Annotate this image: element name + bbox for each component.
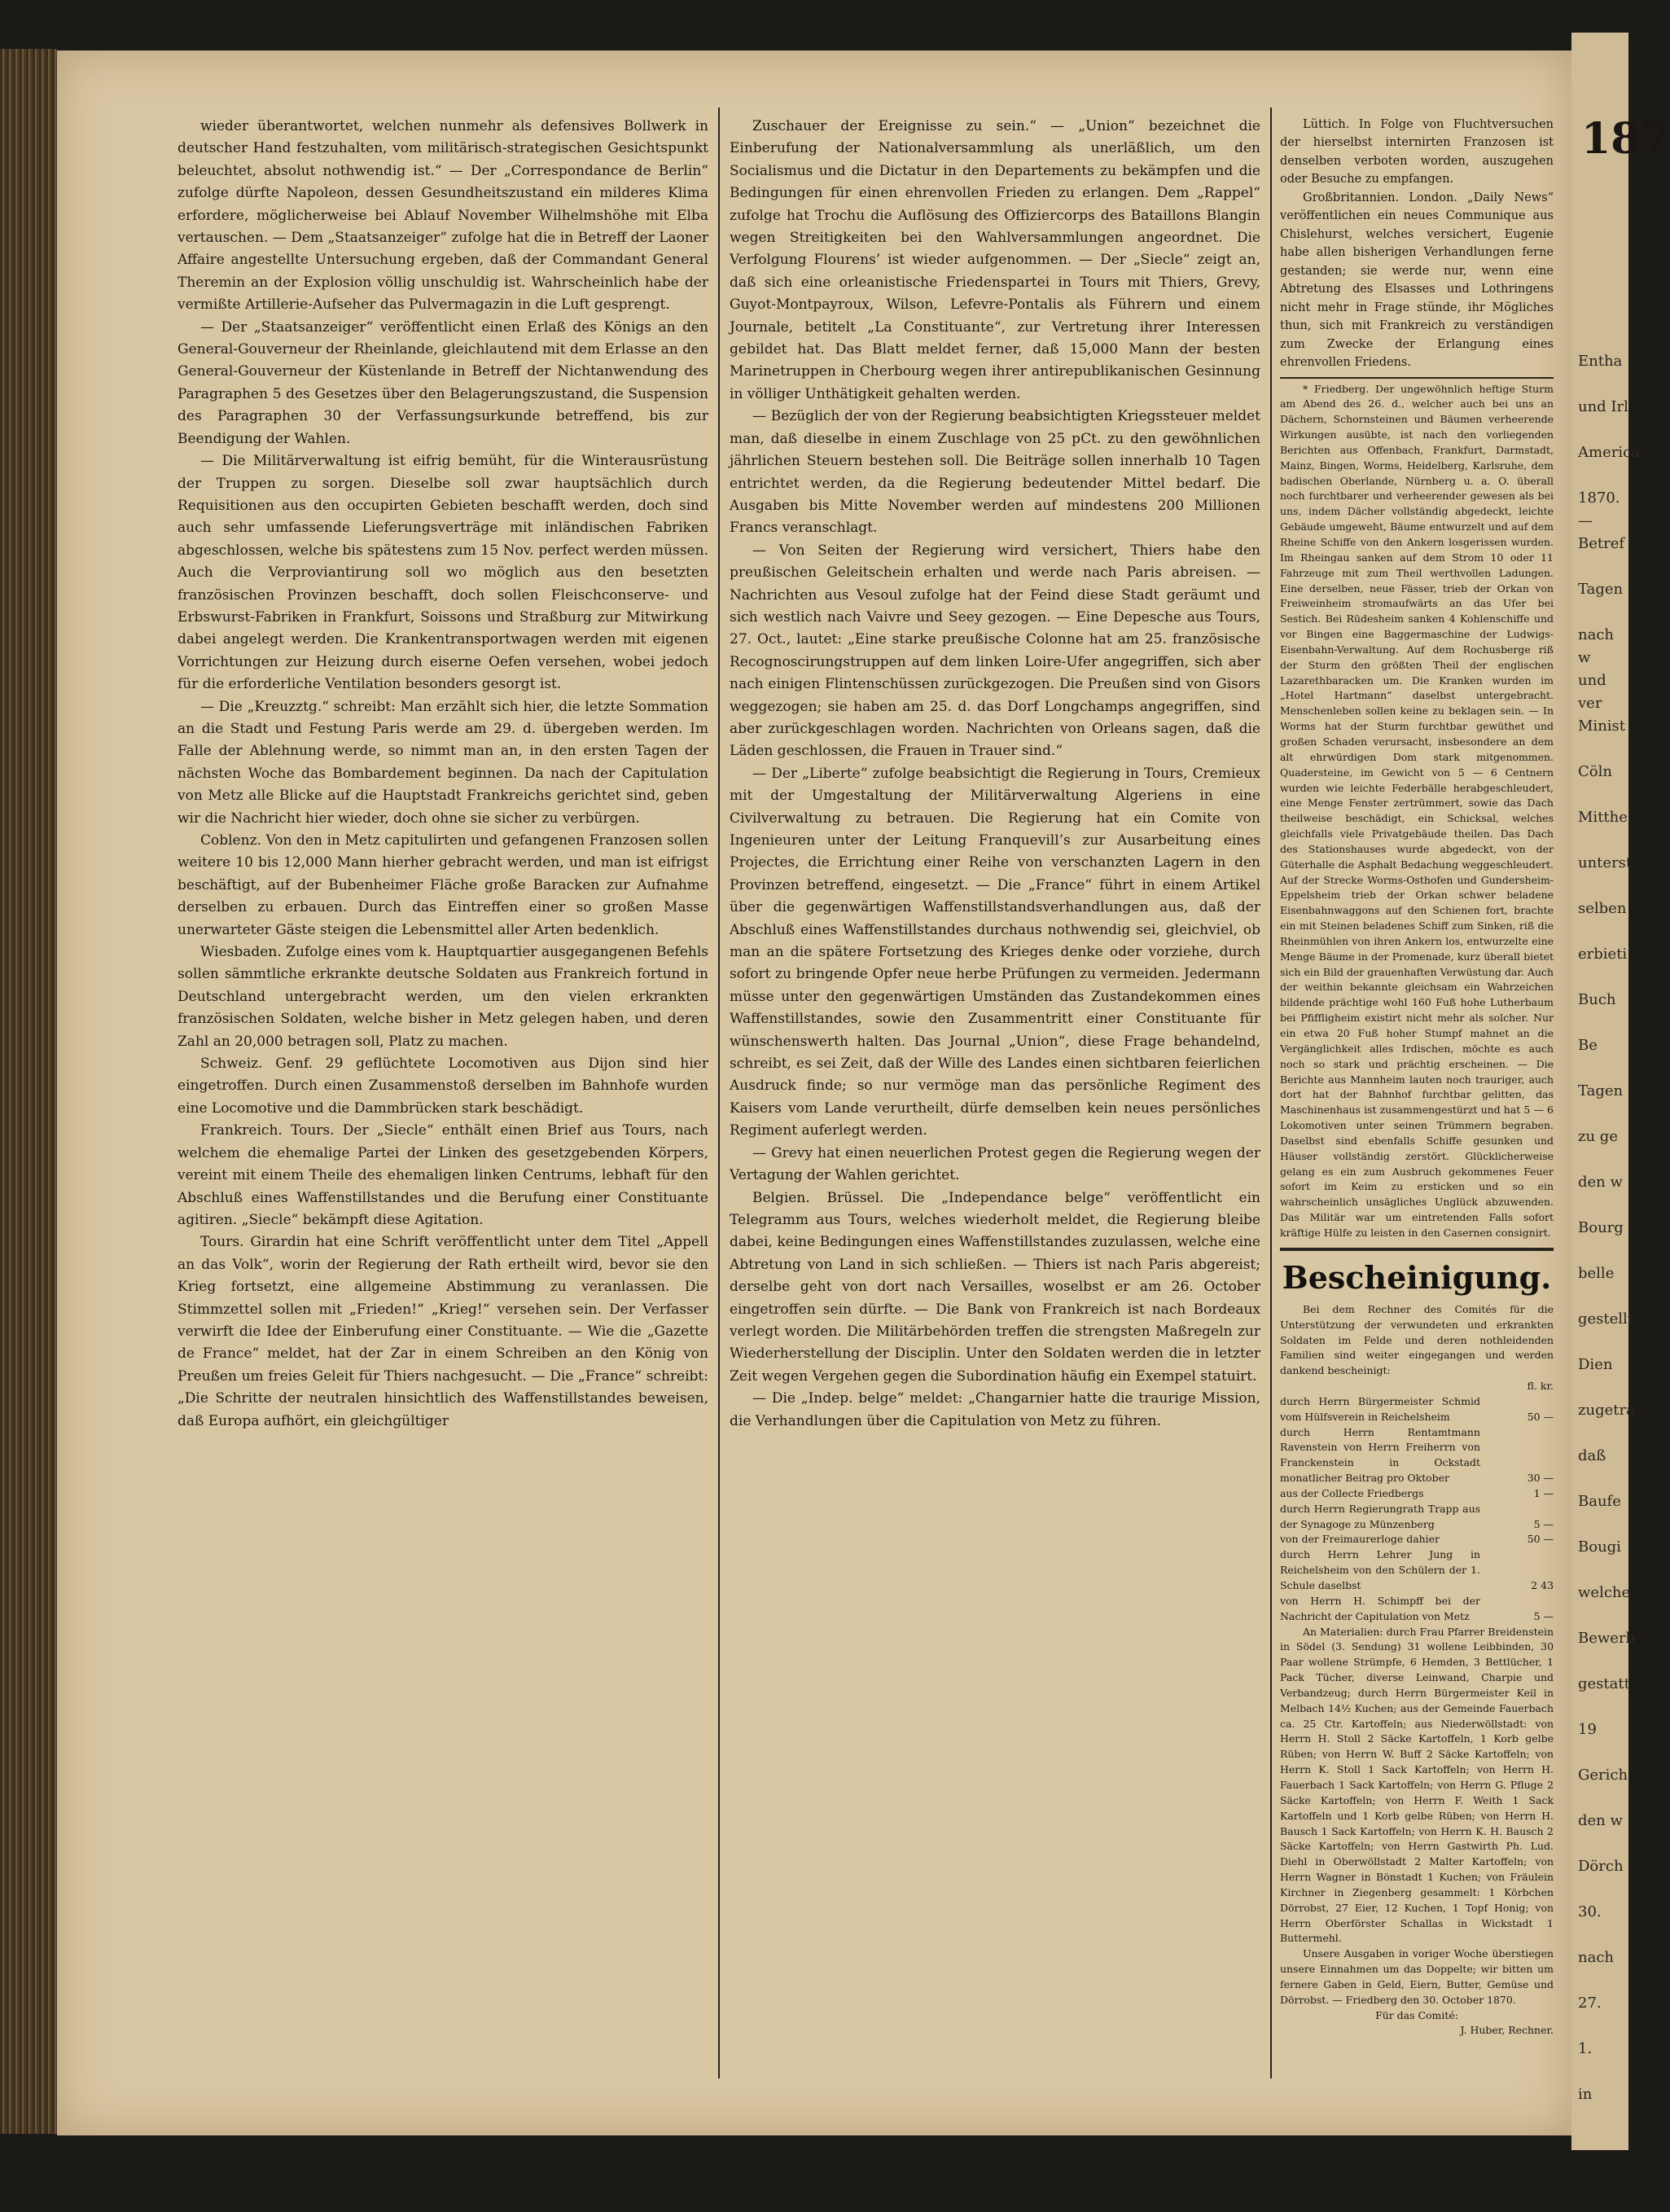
- friedberg-report: * Friedberg. Der ungewöhnlich heftige Sturm am Abend des 26. d., welcher auch bei uns an Dächern, Schornsteinen und Bäumen verheerende Wirkungen ausübte, ist nach den vorliegenden Berichten aus Offenbach, Frankfurt, Darmstadt, Mainz, Bingen, Worms, Heidelberg, Karlsruhe, dem badischen Oberlande, Nürnberg u. a. O. überall noch furchtbarer und verheerender gewesen als bei uns, indem Dächer vollständig abgedeckt, leichte Gebäude umgeweht, Bäume entwurzelt und auf dem Rheine Schiffe von den Ankern losgerissen wurden. Im Rheingau sanken auf dem Strom 10 oder 11 Fahrzeuge mit zum Theil werthvollen Ladungen. Eine derselben, neue Fässer, trieb der Orkan von Freiweinheim stromaufwärts an das Ufer bei Sestich. Bei Rüdesheim sanken 4 Kohlenschiffe und vor Bingen eine Baggermaschine der Ludwigs-Eisenbahn-Verwaltung. Auf dem Rochusberge riß der Sturm den größten Theil der englischen Lazarethbaracken um. Die Kranken wurden im „Hotel Hartmann“ daselbst untergebracht. Menschenleben sollen keine zu beklagen sein. — In Worms hat der Sturm furchtbar gewüthet und großen Schaden verursacht, insbesondere an dem alt ehrwürdigen Dom stark mitgenommen. Quadersteine, im Gewicht von 5 — 6 Centnern wurden wie leichte Federbälle herabgeschleudert, eine Menge Fenster zertrümmert, sowie das Dach theilweise beschädigt, ein Schicksal, welches gleichfalls viele Privatgebäude theilen. Das Dach des Stationshauses wurde abgedeckt, von der Güterhalle die Asphalt Bedachung weggeschleudert. Auf der Strecke Worms-Osthofen und Gundersheim-Eppelsheim trieb der Orkan schwer beladene Eisenbahnwaggons auf den Schienen fort, brachte ein mit Steinen beladenes Schiff zum Sinken, riß die Rheinmühlen von ihren Ankern los, entwurzelte eine Menge Bäume in der Promenade, kurz überall bietet sich ein Bild der grauenhaften Verwüstung dar. Auch der weithin bekannte gleichsam ein Wahrzeichen bildende prächtige wohl 160 Fuß hohe Lutherbaum bei Pfiffligheim existirt nicht mehr als solcher. Nur ein etwa 20 Fuß hoher Stumpf mahnet an die Vergänglichkeit alles Irdischen, möchte es auch noch so stark und prächtig erscheinen. — Die Berichte aus Mannheim lauten noch trauriger, auch dort hat der Bahnhof furchtbar gelitten, das Maschinenhaus ist zusammengestürzt und hat 5 — 6 Lokomotiven unter seinen Trümmern begraben. Daselbst sind ebenfalls Schiffe gesunken und Häuser vollständig zerstört. Glücklicherweise gelang es ein zum Ausbruch gekommenes Feuer sofort im Keim zu ersticken und so ein wahrscheinlich unsägliches Unglück abzuwenden. Das Militär war um eintretenden Falls sofort kräftige Hülfe zu leisten in den Casernen consignirt.: [1280, 382, 1554, 1239]
- donor-row: [1280, 1502, 1554, 1533]
- facing-text-fragment: zu ge: [1578, 1128, 1618, 1145]
- paragraph: — Bezüglich der von der Regierung beabsichtigten Kriegssteuer meldet man, daß dieselbe in einem Zuschlage von 25 pCt. zu den gewöhnlichen jährlichen Steuern bestehen soll. Die Beiträge sollen innerhalb 10 Tagen entrichtet werden, da die Regierung bedeutender Mittel bedarf. Die Ausgaben bis Mitte November werden auf mindestens 200 Millionen Francs veranschlagt.: [730, 408, 1260, 537]
- facing-text-fragment: und ver: [1578, 672, 1606, 712]
- facing-text-fragment: Mitthe: [1578, 809, 1628, 826]
- facing-text-fragment: den w: [1578, 1174, 1623, 1191]
- donor-text: von Herrn H. Schimpff bei der Nachricht der Capitulation von Metz: [1280, 1594, 1480, 1622]
- facing-text-fragment: daß: [1578, 1447, 1606, 1464]
- facing-text-fragment: Bewerb: [1578, 1630, 1636, 1647]
- column-2: [730, 116, 1260, 1433]
- currency-header: fl. kr.: [1527, 1380, 1554, 1393]
- donor-text: durch Herrn Regierungrath Trapp aus der Synagoge zu Münzenberg: [1280, 1502, 1480, 1530]
- paragraph: Coblenz. Von den in Metz capitulirten und gefangenen Franzosen sollen weitere 10 bis 12,000 Mann hierher gebracht werden, und man ist eifrigst beschäftigt, auf der Bubenheimer Fläche große Baracken zur Aufnahme derselben zu erbauen. Durch das Eintreffen einer so großen Masse unerwarteter Gäste steigen die Lebensmittel aller Arten bedenklich.: [178, 832, 708, 938]
- closing-appeal: Unsere Ausgaben in voriger Woche überstiegen unsere Einnahmen um das Doppelte; wir bitten um fernere Gaben in Geld, Eiern, Butter, Gemüse und Dörrobst. — Friedberg den 30. October 1870.: [1280, 1947, 1554, 2006]
- donor-row: [1280, 1425, 1554, 1486]
- donor-text: durch Herrn Lehrer Jung in Reichelsheim von den Schülern der 1. Schule daselbst: [1280, 1548, 1480, 1591]
- paragraph: Lüttich. In Folge von Fluchtversuchen der hierselbst internirten Franzosen ist denselben verboten worden, auszugehen oder Besuche zu empfangen.: [1280, 118, 1554, 187]
- facing-text-fragment: unterst: [1578, 854, 1633, 871]
- newspaper-page: [57, 50, 1571, 2135]
- facing-text-fragment: selben: [1578, 900, 1627, 917]
- facing-text-fragment: Bourg: [1578, 1219, 1624, 1236]
- facing-text-fragment: Bougi: [1578, 1538, 1621, 1556]
- committee-line: Für das Comité:: [1375, 2008, 1458, 2021]
- paragraph: Tours. Girardin hat eine Schrift veröffentlicht unter dem Titel „Appell an das Volk“, worin der Regierung der Rath ertheilt wird, bevor sie den Krieg fortsetzt, eine allgemeine Abstimmung zu veranlassen. Die Stimmzettel sollen mit „Frieden!“ „Krieg!“ versehen sein. Der Verfasser verwirft die Idee der Einberufung einer Constituante. — Wie die „Gazette de France“ meldet, hat der Zar in einem Schreiben an den König von Preußen um freies Geleit für Thiers nachgesucht. — Die „France“ schreibt: „Die Schritte der neutralen hinsichtlich des Waffenstillstandes beweisen, daß Europa aufhört, ein gleichgültiger: [178, 1234, 708, 1429]
- bescheinigung-title: Bescheinigung.: [1282, 1258, 1552, 1296]
- facing-text-fragment: 1.: [1578, 2040, 1593, 2057]
- facing-text-fragment: Dien: [1578, 1356, 1613, 1373]
- facing-text-fragment: den w: [1578, 1812, 1623, 1829]
- paragraph: Wiesbaden. Zufolge eines vom k. Hauptquartier ausgegangenen Befehls sollen sämmtliche erkrankte deutsche Soldaten aus Frankreich fortund in Deutschland untergebracht werden, um den vielen erkrankten französischen Soldaten, welche bisher in Metz gelegen haben, und deren Zahl an 20,000 betragen soll, Platz zu machen.: [178, 944, 708, 1050]
- facing-text-fragment: 30.: [1578, 1903, 1602, 1920]
- paragraph: — Der „Liberte“ zufolge beabsichtigt die Regierung in Tours, Cremieux mit der Umgestaltung der Militärverwaltung Algeriens in eine Civilverwaltung zu betrauen. Die Regierung hat ein Comite von Ingenieuren unter der Leitung Franquevill’s zur Ausarbeitung eines Projectes, die Errichtung einer Reihe von verschanzten Lagern in den Provinzen betreffend, eingesetzt. — Die „France“ führt in einem Artikel über die gegenwärtigen Waffenstillstandsverhandlungen aus, daß der Abschluß eines Waffenstillstandes durchaus nothwendig sei, gleichviel, ob man an die spätere Fortsetzung des Krieges denke oder vorziehe, durch sofort zu bringende Opfer neue herbe Prüfungen zu vermeiden. Jedermann müsse unter den gegenwärtigen Umständen das Zustandekommen eines Waffenstillstandes, sowie den Zusammentritt einer Constituante für wünschenswerth halten. Das Journal „Union“, diese Frage behandelnd, schreibt, es sei Zeit, daß der Wille des Landes einen sichtbaren feierlichen Ausdruck finde; so nur vermöge man das persönliche Regiment des Kaisers vom Lande verurtheilt, dürfe demselben kein neues persönliches Regiment auferlegt werden.: [730, 765, 1260, 1139]
- paragraph: — Der „Staatsanzeiger“ veröffentlicht einen Erlaß des Königs an den General-Gouverneur der Rheinlande, gleichlautend mit dem Erlasse an den General-Gouverneur der Küstenlande in Betreff der Nichtanwendung des Paragraphen 5 des Gesetzes über den Belagerungszustand, die Suspension des Paragraphen 30 der Verfassungsurkunde betreffend, bis zur Beendigung der Wahlen.: [178, 318, 708, 447]
- facing-text-fragment: Tagen: [1578, 1082, 1624, 1099]
- facing-text-fragment: belle: [1578, 1265, 1615, 1282]
- donor-row: [1280, 1486, 1554, 1502]
- facing-text-fragment: zugetra: [1578, 1402, 1635, 1419]
- section-rule: [1280, 377, 1554, 379]
- page-number: 187: [1581, 114, 1670, 164]
- donor-row: [1280, 1594, 1554, 1625]
- donor-row: [1280, 1532, 1554, 1547]
- facing-text-fragment: nach: [1578, 1949, 1614, 1966]
- donor-list: [1280, 1394, 1554, 1625]
- facing-text-fragment: nach w: [1578, 626, 1614, 666]
- donor-text: durch Herrn Rentamtmann Ravenstein von Herrn Freiherrn von Franckenstein in Ockstadt monatlicher Beitrag pro Oktober: [1280, 1425, 1480, 1485]
- paragraph: Zuschauer der Ereignisse zu sein.“ — „Union“ bezeichnet die Einberufung der Nationalversammlung als unerläßlich, um den Socialismus und die Dictatur in den Departements zu bekämpfen und die Bedingungen für einen ehrenvollen Frieden zu erlangen. Dem „Rappel“ zufolge hat Trochu die Auflösung des Offiziercorps des Bataillons Blangin wegen Streitigkeiten bei den Wahlversammlungen angeordnet. Die Verfolgung Flourens’ ist wieder aufgenommen. — Der „Siecle“ zeigt an, daß sich eine orleanistische Friedenspartei in Tours mit Thiers, Grevy, Guyot-Montpayroux, Wilson, Lefevre-Pontalis als Führern und einem Journale, betitelt „La Constituante“, zur Vertretung ihrer Interessen gebildet hat. Das Blatt meldet ferner, daß 15,000 Mann der besten Marinetruppen in Cherbourg wegen ihrer antirepublikanischen Gesinnung in völliger Unthätigkeit gehalten werden.: [730, 118, 1260, 402]
- facing-text-fragment: Entha: [1578, 353, 1623, 370]
- facing-text-fragment: Gerich: [1578, 1767, 1628, 1784]
- donor-amount: 5 —: [1533, 1609, 1554, 1622]
- facing-text-fragment: 1870. —: [1578, 489, 1620, 529]
- bescheinigung-intro: Bei dem Rechner des Comités für die Unterstützung der verwundeten und erkrankten Soldaten im Felde und deren nothleidenden Familien sind weiter eingegangen und werden dankend bescheinigt:: [1280, 1302, 1554, 1377]
- facing-text-fragment: gestellt: [1578, 1310, 1634, 1328]
- paragraph: — Die Militärverwaltung ist eifrig bemüht, für die Winterausrüstung der Truppen zu sorgen. Dieselbe soll zwar hauptsächlich durch Requisitionen aus den occupirten Gebieten beschafft werden, doch sind auch sehr umfassende Lieferungsverträge mit inländischen Fabriken abgeschlossen, welche bis spätestens zum 15 Nov. perfect werden müssen. Auch die Verproviantirung soll wo möglich aus den besetzten französischen Provinzen beschafft, doch sollen Fleischconserve- und Erbswurst-Fabriken in Frankfurt, Soissons und Straßburg zur Mitwirkung dabei angelegt werden. Die Krankentransportwagen werden mit eigenen Vorrichtungen zur Heizung durch eiserne Oefen versehen, wobei jedoch für die erforderliche Ventilation besonders gesorgt ist.: [178, 453, 708, 693]
- facing-text-fragment: Tagen: [1578, 581, 1624, 598]
- facing-text-fragment: Be: [1578, 1037, 1598, 1054]
- paragraph: Schweiz. Genf. 29 geflüchtete Locomotiven aus Dijon sind hier eingetroffen. Durch einen Zusammenstoß derselben im Bahnhofe wurden eine Locomotive und die Dammbrücken stark beschädigt.: [178, 1056, 708, 1117]
- facing-text-fragment: Betref: [1578, 535, 1625, 552]
- donor-row: [1280, 1547, 1554, 1594]
- donor-amount: 30 —: [1527, 1472, 1554, 1485]
- donor-amount: 50 —: [1527, 1410, 1554, 1423]
- facing-text-fragment: 19: [1578, 1721, 1597, 1738]
- column-divider-2: [1270, 108, 1272, 2078]
- column-3: [1280, 116, 1554, 2039]
- donor-text: durch Herrn Bürgermeister Schmid vom Hülfsverein in Reichelsheim: [1280, 1394, 1480, 1423]
- facing-text-fragment: Minist: [1578, 718, 1626, 735]
- facing-text-fragment: 27.: [1578, 1995, 1602, 2012]
- section-rule-thick: [1280, 1248, 1554, 1251]
- donor-amount: 1 —: [1533, 1486, 1554, 1499]
- paragraph: wieder überantwortet, welchen nunmehr als defensives Bollwerk in deutscher Hand festzuhalten, vom militärisch-strategischen Gesichtspunkt beleuchtet, absolut nothwendig ist.“ — Der „Correspondance de Berlin“ zufolge dürfte Napoleon, dessen Gesundheitszustand ein milderes Klima erfordere, möglicherweise bei Ablauf November Wilhelmshöhe mit Elba vertauschen. — Dem „Staatsanzeiger“ zufolge hat die in Betreff der Laoner Affaire angestellte Untersuchung ergeben, daß der Commandant General Theremin an der Explosion völlig unschuldig ist. Wahrscheinlich habe der vermißte Artillerie-Aufseher das Pulvermagazin in die Luft gesprengt.: [178, 118, 708, 314]
- facing-text-fragment: America: [1578, 444, 1640, 461]
- column-1: [178, 116, 708, 1433]
- paragraph: — Grevy hat einen neuerlichen Protest gegen die Regierung wegen der Vertagung der Wahlen gerichtet.: [730, 1144, 1260, 1184]
- paragraph: Großbritannien. London. „Daily News“ veröffentlichen ein neues Communique aus Chislehurst, welches versichert, Eugenie habe allen bisherigen Verhandlungen ferne gestanden; sie werde nur, wenn eine Abtretung des Elsasses und Lothringens nicht mehr in Frage stünde, ihr Mögliches thun, sich mit Frankreich zu verständigen zum Zwecke der Erlangung eines ehrenvollen Friedens.: [1280, 191, 1554, 370]
- facing-text-fragment: welche: [1578, 1584, 1631, 1601]
- donor-amount: 5 —: [1533, 1517, 1554, 1530]
- paragraph: — Die „Kreuzztg.“ schreibt: Man erzählt sich hier, die letzte Sommation an die Stadt und Festung Paris werde am 29. d. übergeben werden. Im Falle der Ablehnung werde, so nimmt man an, in den ersten Tagen der nächsten Woche das Bombardement beginnen. Da nach der Capitulation von Metz alle Blicke auf die Hauptstadt Frankreichs gerichtet sind, geben wir die Nachricht hier wieder, doch ohne sie sicher zu verbürgen.: [178, 698, 708, 827]
- paragraph: — Von Seiten der Regierung wird versichert, Thiers habe den preußischen Geleitschein erhalten und werde nach Paris abreisen. — Nachrichten aus Vesoul zufolge hat der Feind diese Stadt geräumt und sich westlich nach Vaivre und Seey gezogen. — Eine Depesche aus Tours, 27. Oct., lautet: „Eine starke preußische Colonne hat am 25. französische Recognoscirungstruppen auf dem linken Loire-Ufer angegriffen, sich aber nach einigen Flintenschüssen zurückgezogen. Die Preußen sind von Gisors weggezogen; sie haben am 25. d. das Dorf Longchamps angegriffen, sind aber zurückgeschlagen worden. Nachrichten von Orleans sagen, daß die Läden geschlossen, die Frauen in Trauer sind.“: [730, 542, 1260, 760]
- paragraph: Frankreich. Tours. Der „Siecle“ enthält einen Brief aus Tours, nach welchem die ehemalige Partei der Linken des gesetzgebenden Körpers, vereint mit einem Theile des ehemaligen linken Centrums, lebhaft für den Abschluß eines Waffenstillstandes und die Berufung einer Constituante agitiren. „Siecle“ bekämpft diese Agitation.: [178, 1122, 708, 1228]
- facing-text-fragment: Cöln: [1578, 763, 1612, 780]
- materials-list: An Materialien: durch Frau Pfarrer Breidenstein in Södel (3. Sendung) 31 wollene Leibbinden, 30 Paar wollene Strümpfe, 6 Hemden, 3 Bettlücher, 1 Pack Tücher, diverse Leinwand, Charpie und Verbandzeug; durch Herrn Bürgermeister Keil in Melbach 14½ Kuchen; aus der Gemeinde Fauerbach ca. 25 Ctr. Kartoffeln; aus Niederwöllstadt: von Herrn H. Stoll 2 Säcke Kartoffeln, 1 Korb gelbe Rüben; von Herrn W. Buff 2 Säcke Kartoffeln; von Herrn K. Stoll 1 Sack Kartoffeln; von Herrn H. Fauerbach 1 Sack Kartoffeln; von Herrn G. Pfluge 2 Säcke Kartoffeln; von Herrn F. Weith 1 Sack Kartoffeln und 1 Korb gelbe Rüben; von Herrn H. Bausch 1 Sack Kartoffeln; von Herrn K. H. Bausch 2 Säcke Kartoffeln; von Herrn Gastwirth Ph. Lud. Diehl in Oberwöllstadt 2 Malter Kartoffeln; von Herrn Wagner in Bönstadt 1 Kuchen; von Fräulein Kirchner in Ziegenberg gesammelt: 1 Körbchen Dörrobst, 27 Eier, 12 Kuchen, 1 Topf Honig; von Herrn Oberförster Schallas in Wickstadt 1 Buttermehl.: [1280, 1625, 1554, 1945]
- donor-row: [1280, 1394, 1554, 1425]
- facing-text-fragment: Buch: [1578, 991, 1616, 1008]
- donor-text: von der Freimaurerloge dahier: [1280, 1533, 1440, 1546]
- donor-amount: 2 43: [1531, 1579, 1554, 1591]
- paragraph: Belgien. Brüssel. Die „Independance belge“ veröffentlicht ein Telegramm aus Tours, welches wiederholt meldet, die Regierung bleibe dabei, keine Bedingungen eines Waffenstillstandes zuzulassen, welche eine Abtretung von Land in sich schließen. — Thiers ist nach Paris abgereist; derselbe geht von dort nach Versailles, woselbst er am 26. October eingetroffen sein dürfte. — Die Bank von Frankreich ist nach Bordeaux verlegt worden. Die Militärbehörden treffen die strengsten Maßregeln zur Wiederherstellung der Disciplin. Unter den Soldaten werden die in letzter Zeit wegen Vergehen gegen die Subordination häufig ein Exempel statuirt.: [730, 1189, 1260, 1385]
- donor-text: aus der Collecte Friedbergs: [1280, 1486, 1424, 1499]
- facing-text-fragment: gestatt: [1578, 1675, 1630, 1692]
- facing-text-fragment: Baufe: [1578, 1493, 1621, 1510]
- signature: J. Huber, Rechner.: [1460, 2024, 1554, 2037]
- bescheinigung-notice: [1280, 1259, 1554, 2039]
- donor-amount: 50 —: [1527, 1533, 1554, 1546]
- facing-text-fragment: Dörch: [1578, 1858, 1624, 1875]
- facing-text-fragment: in: [1578, 2086, 1593, 2103]
- facing-text-fragment: erbieti: [1578, 946, 1628, 963]
- paragraph: — Die „Indep. belge“ meldet: „Changarnier hatte die traurige Mission, die Verhandlungen über die Capitulation von Metz zu führen.: [730, 1390, 1260, 1429]
- column-divider-1: [718, 108, 720, 2078]
- facing-text-fragment: und Irl: [1578, 398, 1628, 415]
- book-page-edges: [0, 49, 57, 2134]
- facing-page-fragment: [1571, 33, 1670, 2150]
